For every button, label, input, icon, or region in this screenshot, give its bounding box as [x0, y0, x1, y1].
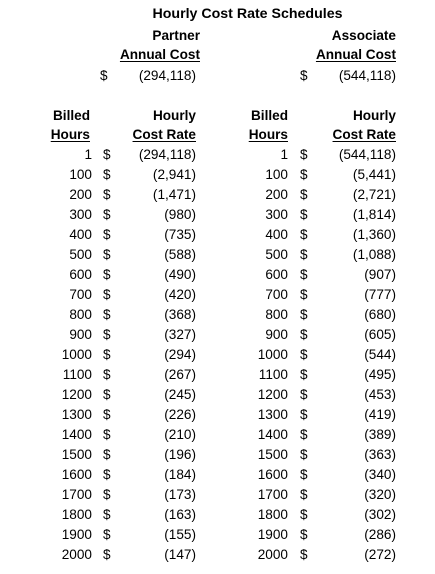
- table-row: [0, 187, 435, 207]
- associate-billed-hours: 1100: [258, 367, 288, 382]
- associate-billed-hours: 1400: [257, 427, 288, 442]
- associate-annual-cost-label-text: Annual Cost: [315, 47, 396, 62]
- associate-hourly-rate: (302): [364, 507, 396, 522]
- partner-billed-hours: 1700: [61, 487, 92, 502]
- partner-currency: $: [103, 407, 111, 422]
- associate-billed-hours: 100: [265, 167, 288, 182]
- associate-currency: $: [300, 167, 308, 182]
- associate-currency: $: [300, 407, 308, 422]
- table-row: [0, 347, 435, 367]
- table-row: [0, 227, 435, 247]
- table-row: [0, 307, 435, 327]
- partner-currency: $: [103, 167, 111, 182]
- partner-billed-hours: 1300: [61, 407, 92, 422]
- partner-currency: $: [103, 387, 111, 402]
- associate-billed-hours: 1: [280, 147, 288, 162]
- table-row: [0, 287, 435, 307]
- partner-annual-cost-label-text: Annual Cost: [119, 47, 200, 62]
- table-row: [0, 367, 435, 387]
- partner-hourly-rate: (196): [164, 447, 196, 462]
- associate-currency: $: [300, 187, 308, 202]
- table-row: [0, 427, 435, 447]
- associate-hourly-rate: (5,441): [352, 167, 396, 182]
- partner-annual-currency: $: [100, 68, 108, 83]
- partner-currency: $: [103, 427, 111, 442]
- associate-hourly-rate: (495): [364, 367, 396, 382]
- associate-currency: $: [300, 507, 308, 522]
- associate-billed-hours: 300: [265, 207, 288, 222]
- partner-hours-header: [30, 127, 90, 143]
- associate-currency: $: [300, 347, 308, 362]
- table-row: [0, 467, 435, 487]
- partner-billed-hours: 100: [69, 167, 92, 182]
- partner-hourly-rate: (210): [164, 427, 196, 442]
- associate-billed-hours: 600: [265, 267, 288, 282]
- associate-hourly-rate: (453): [364, 387, 396, 402]
- partner-billed-hours: 700: [69, 287, 92, 302]
- partner-billed-hours: 1800: [61, 507, 92, 522]
- partner-currency: $: [103, 487, 111, 502]
- associate-billed-hours: 2000: [257, 547, 288, 562]
- partner-billed-hours: 600: [69, 267, 92, 282]
- partner-currency: $: [103, 367, 111, 382]
- partner-hourly-rate: (245): [164, 387, 196, 402]
- rate-table: [0, 147, 435, 567]
- partner-label: Partner: [152, 28, 200, 43]
- table-row: [0, 527, 435, 547]
- associate-hourly-rate: (907): [364, 267, 396, 282]
- associate-currency: $: [300, 527, 308, 542]
- partner-hourly-rate: (1,471): [152, 187, 196, 202]
- partner-currency: $: [103, 287, 111, 302]
- associate-hours-header: [228, 127, 288, 143]
- associate-currency: $: [300, 147, 308, 162]
- associate-currency: $: [300, 267, 308, 282]
- associate-hourly-rate: (320): [364, 487, 396, 502]
- partner-billed-hours: 1600: [61, 467, 92, 482]
- associate-currency: $: [300, 247, 308, 262]
- table-row: [0, 487, 435, 507]
- associate-annual-cost-label: [296, 47, 396, 63]
- table-row: [0, 407, 435, 427]
- partner-currency: $: [103, 227, 111, 242]
- partner-hourly-rate: (163): [164, 507, 196, 522]
- associate-hourly-rate: (2,721): [352, 187, 396, 202]
- associate-hourly-rate: (272): [364, 547, 396, 562]
- partner-currency: $: [103, 247, 111, 262]
- partner-billed-hours: 400: [69, 227, 92, 242]
- associate-currency: $: [300, 467, 308, 482]
- associate-billed-hours: 1800: [257, 507, 288, 522]
- partner-currency: $: [103, 447, 111, 462]
- table-row: [0, 327, 435, 347]
- partner-hourly-rate: (588): [164, 247, 196, 262]
- associate-hours-header-text: Hours: [248, 127, 288, 142]
- associate-currency: $: [300, 287, 308, 302]
- associate-hourly-rate: (777): [364, 287, 396, 302]
- associate-currency: $: [300, 327, 308, 342]
- partner-hours-header-text: Hours: [50, 127, 90, 142]
- partner-currency: $: [103, 347, 111, 362]
- partner-hourly-rate: (155): [164, 527, 196, 542]
- associate-currency: $: [300, 207, 308, 222]
- partner-billed-hours: 1200: [61, 387, 92, 402]
- partner-hourly-rate: (147): [164, 547, 196, 562]
- partner-currency: $: [103, 267, 111, 282]
- partner-hourly-rate: (294): [164, 347, 196, 362]
- associate-annual-currency: $: [300, 68, 308, 83]
- partner-currency: $: [103, 467, 111, 482]
- partner-billed-hours: 300: [69, 207, 92, 222]
- associate-currency: $: [300, 387, 308, 402]
- associate-hourly-rate: (389): [364, 427, 396, 442]
- associate-hourly-rate: (1,814): [352, 207, 396, 222]
- associate-cost-rate-header-text: Cost Rate: [332, 127, 396, 142]
- partner-hourly-rate: (490): [164, 267, 196, 282]
- associate-currency: $: [300, 307, 308, 322]
- associate-currency: $: [300, 447, 308, 462]
- associate-currency: $: [300, 227, 308, 242]
- partner-hourly-rate: (267): [164, 367, 196, 382]
- partner-billed-hours: 1000: [61, 347, 92, 362]
- partner-currency: $: [103, 547, 111, 562]
- associate-hourly-rate: (286): [364, 527, 396, 542]
- partner-currency: $: [103, 207, 111, 222]
- associate-currency: $: [300, 547, 308, 562]
- partner-billed-hours: 200: [69, 187, 92, 202]
- table-row: [0, 267, 435, 287]
- partner-annual-cost-value: (294,118): [138, 68, 196, 83]
- table-row: [0, 387, 435, 407]
- partner-annual-cost-label: [100, 47, 200, 63]
- associate-billed-hours: 1200: [257, 387, 288, 402]
- associate-billed-hours: 500: [265, 247, 288, 262]
- table-row: [0, 167, 435, 187]
- partner-billed-hours: 1900: [61, 527, 92, 542]
- associate-billed-hours: 400: [265, 227, 288, 242]
- associate-hourly-rate: (544,118): [338, 147, 396, 162]
- associate-currency: $: [300, 487, 308, 502]
- associate-billed-hours: 900: [265, 327, 288, 342]
- associate-billed-hours: 200: [265, 187, 288, 202]
- associate-hourly-rate: (1,088): [352, 247, 396, 262]
- associate-billed-hours: 800: [265, 307, 288, 322]
- partner-billed-hours: 900: [69, 327, 92, 342]
- partner-currency: $: [103, 187, 111, 202]
- associate-hourly-rate: (605): [364, 327, 396, 342]
- partner-billed-hours: 1: [84, 147, 92, 162]
- partner-currency: $: [103, 307, 111, 322]
- partner-hourly-rate: (368): [164, 307, 196, 322]
- partner-hourly-rate: (420): [164, 287, 196, 302]
- associate-billed-hours: 1000: [257, 347, 288, 362]
- table-row: [0, 247, 435, 267]
- partner-billed-hours: 1500: [61, 447, 92, 462]
- table-row: [0, 447, 435, 467]
- associate-hourly-rate: (680): [364, 307, 396, 322]
- associate-hourly-rate: (544): [364, 347, 396, 362]
- partner-hourly-rate: (226): [164, 407, 196, 422]
- table-row: [0, 507, 435, 527]
- partner-hourly-rate: (735): [164, 227, 196, 242]
- associate-billed-header: Billed: [250, 108, 288, 123]
- partner-currency: $: [103, 507, 111, 522]
- associate-currency: $: [300, 367, 308, 382]
- partner-cost-rate-header-text: Cost Rate: [132, 127, 196, 142]
- associate-billed-hours: 700: [265, 287, 288, 302]
- partner-hourly-rate: (980): [164, 207, 196, 222]
- partner-billed-hours: 2000: [61, 547, 92, 562]
- partner-currency: $: [103, 527, 111, 542]
- partner-billed-hours: 800: [69, 307, 92, 322]
- table-row: [0, 147, 435, 167]
- associate-hourly-rate: (340): [364, 467, 396, 482]
- associate-hourly-rate: (1,360): [352, 227, 396, 242]
- page-title: Hourly Cost Rate Schedules: [152, 6, 343, 22]
- partner-hourly-rate: (184): [164, 467, 196, 482]
- partner-cost-rate-header: [120, 127, 196, 143]
- partner-hourly-rate: (2,941): [152, 167, 196, 182]
- partner-billed-hours: 1100: [62, 367, 92, 382]
- associate-label: Associate: [331, 28, 396, 43]
- table-row: [0, 207, 435, 227]
- associate-hourly-rate: (363): [364, 447, 396, 462]
- table-row: [0, 547, 435, 567]
- partner-hourly-rate: (294,118): [138, 147, 196, 162]
- associate-billed-hours: 1700: [257, 487, 288, 502]
- associate-hourly-rate: (419): [364, 407, 396, 422]
- associate-annual-cost-value: (544,118): [338, 68, 396, 83]
- associate-hourly-header: Hourly: [352, 108, 396, 123]
- associate-billed-hours: 1600: [257, 467, 288, 482]
- associate-cost-rate-header: [320, 127, 396, 143]
- associate-billed-hours: 1500: [257, 447, 288, 462]
- partner-billed-hours: 1400: [61, 427, 92, 442]
- partner-billed-hours: 500: [69, 247, 92, 262]
- partner-hourly-rate: (173): [164, 487, 196, 502]
- partner-hourly-header: Hourly: [152, 108, 196, 123]
- partner-billed-header: Billed: [52, 108, 90, 123]
- partner-hourly-rate: (327): [164, 327, 196, 342]
- associate-billed-hours: 1300: [257, 407, 288, 422]
- associate-currency: $: [300, 427, 308, 442]
- partner-currency: $: [103, 327, 111, 342]
- associate-billed-hours: 1900: [257, 527, 288, 542]
- partner-currency: $: [103, 147, 111, 162]
